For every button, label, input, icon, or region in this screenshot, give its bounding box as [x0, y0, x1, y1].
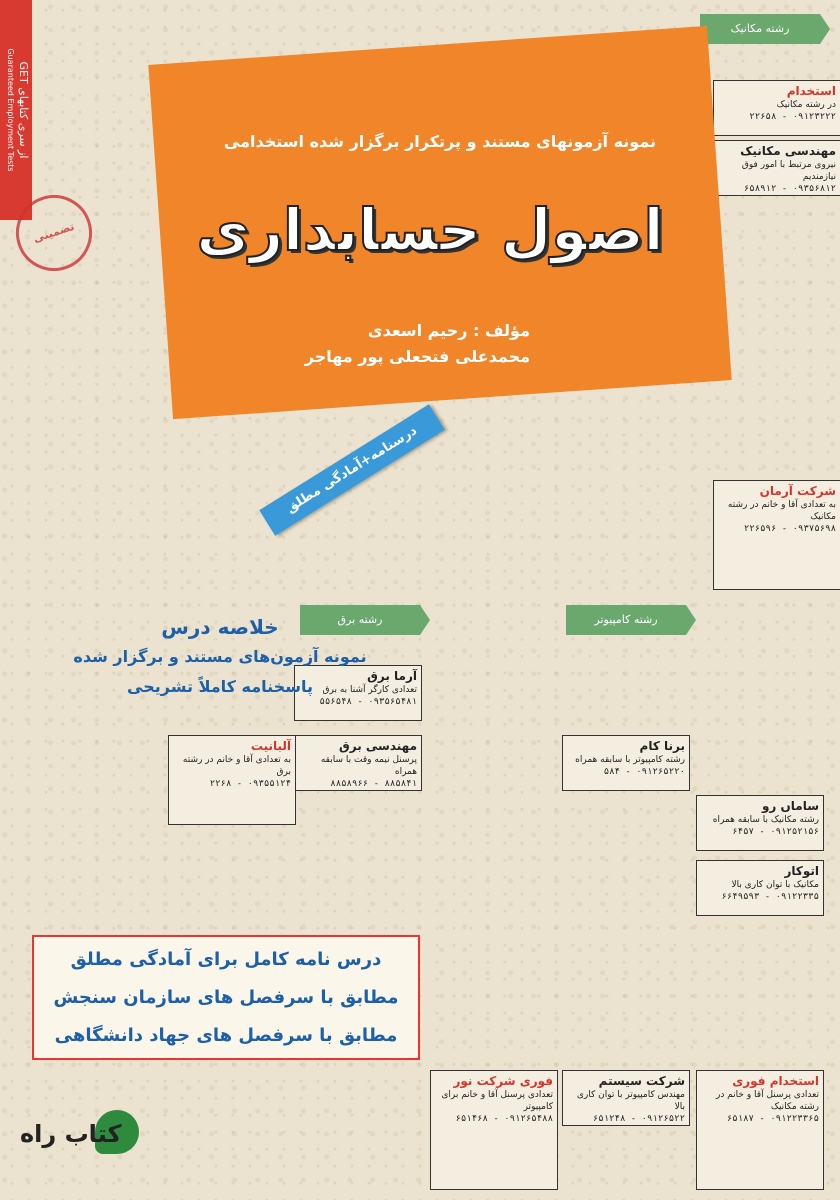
series-subtitle: Guaranteed Employment Tests	[6, 48, 15, 172]
author-2: محمدعلی فتحعلی پور مهاجر	[304, 347, 530, 366]
ad-card: آرما برق تعدادی کارگر آشنا به برق ۰۹۳۵۶۵۴۸۱ - ۵۵۶۵۴۸	[294, 665, 422, 721]
ad-card: استخدام در رشته مکانیک ۰۹۱۲۳۲۲۲ - ۲۲۶۵۸	[713, 80, 840, 136]
summary-line-1: خلاصه درس	[161, 615, 279, 639]
section-tag-electric: رشته برق	[300, 605, 420, 635]
ad-card: شرکت سیستم مهندس کامپیوتر با توان کاری بالا ۰۹۱۲۶۵۲۲ - ۶۵۱۲۴۸	[562, 1070, 690, 1126]
section-tag-computer: رشته کامپیوتر	[566, 605, 686, 635]
ad-card: مهندسی مکانیک نیروی مرتبط با امور فوق نیازمندیم ۰۹۳۵۶۸۱۲ - ۶۵۸۹۱۲	[713, 140, 840, 196]
section-tag-mechanic: رشته مکانیک	[700, 14, 820, 44]
series-label	[0, 15, 30, 205]
author-line: مؤلف : رحیم اسعدی	[367, 321, 530, 340]
ad-card: استخدام فوری تعدادی پرسنل آقا و خانم در رشته مکانیک ۰۹۱۲۲۳۳۶۵ - ۶۵۱۸۷	[696, 1070, 824, 1190]
feature-item: مطابق با سرفصل های سازمان سنجش	[53, 987, 399, 1008]
ad-card: آلبانیت به تعدادی آقا و خانم در رشته برق ۰۹۳۵۵۱۲۴ - ۲۲۶۸	[168, 735, 296, 825]
ad-card: ساماں رو رشته مکانیک با سابقه همراه ۰۹۱۲۵۲۱۵۶ - ۶۴۵۷	[696, 795, 824, 851]
guarantee-stamp: تضمینی	[6, 185, 102, 281]
book-subtitle: نمونه آزمونهای مستند و پرتکرار برگزار شده استخدامی	[223, 132, 657, 151]
ad-card: برنا کام رشته کامپیوتر با سابقه همراه ۰۹۱۲۶۵۲۲۰ - ۵۸۴	[562, 735, 690, 791]
summary-block	[30, 612, 410, 702]
ad-card: اتوکار مکانیک با توان کاری بالا ۰۹۱۲۲۳۳۵ - ۶۶۴۹۵۹۳	[696, 860, 824, 916]
summary-line-3: پاسخنامه کاملاً تشریحی	[127, 677, 313, 696]
publisher-name: کتاب راه	[20, 1120, 122, 1148]
book-title: اصول حسابداری	[196, 196, 664, 264]
authors	[240, 318, 530, 370]
ribbon-badge: درسنامه+آمادگی مطلق	[259, 404, 445, 535]
ad-card: فوری شرکت نور تعدادی پرسنل آقا و خانم برای کامپیوتر ۰۹۱۲۶۵۴۸۸ - ۶۵۱۴۶۸	[430, 1070, 558, 1190]
series-title: از سری کتابهای GET	[17, 61, 30, 159]
features-box	[32, 935, 420, 1060]
feature-item: مطابق با سرفصل های جهاد دانشگاهی	[54, 1025, 398, 1046]
summary-line-2: نمونه آزمون‌های مستند و برگزار شده	[73, 647, 367, 666]
feature-item: درس نامه کامل برای آمادگی مطلق	[70, 949, 382, 970]
ad-card: مهندسی برق پرسنل نیمه وقت با سابقه همراه ۸۸۵۸۴۱ - ۸۸۵۸۹۶۶	[294, 735, 422, 791]
ad-card: شرکت آرمان به تعدادی آقا و خانم در رشته مکانیک ۰۹۳۷۵۶۹۸ - ۲۲۶۵۹۶	[713, 480, 840, 590]
